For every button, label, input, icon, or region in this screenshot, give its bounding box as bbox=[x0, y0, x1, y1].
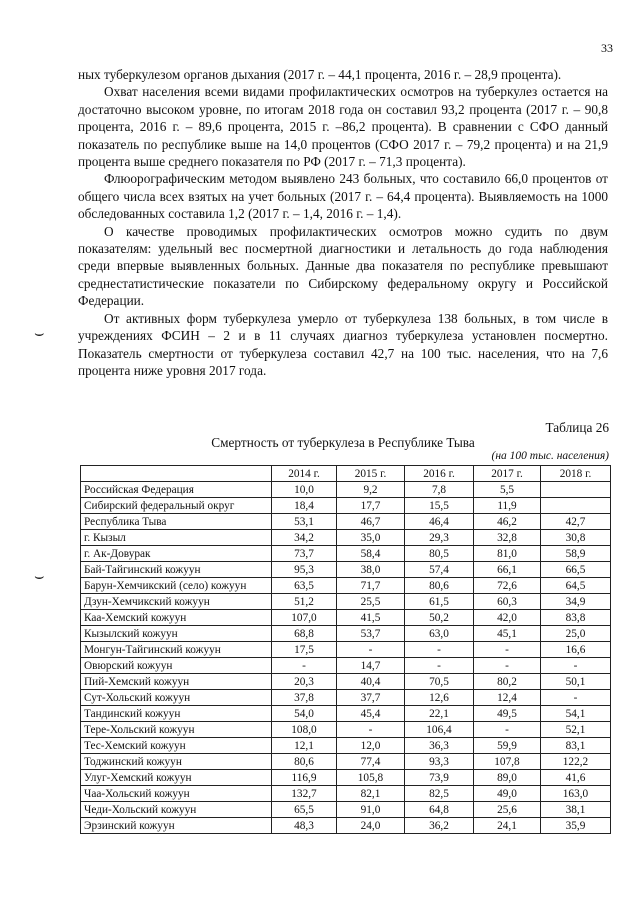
table-row bbox=[81, 690, 611, 706]
table-row bbox=[81, 802, 611, 818]
value-cell: - bbox=[405, 642, 474, 658]
table-row bbox=[81, 706, 611, 722]
value-cell: 83,8 bbox=[541, 610, 611, 626]
table-row bbox=[81, 514, 611, 530]
header-cell: 2014 г. bbox=[272, 466, 337, 482]
value-cell: 64,8 bbox=[405, 802, 474, 818]
value-cell: 89,0 bbox=[474, 770, 541, 786]
value-cell: 80,6 bbox=[272, 754, 337, 770]
table-row bbox=[81, 658, 611, 674]
value-cell: 71,7 bbox=[337, 578, 405, 594]
value-cell: 12,0 bbox=[337, 738, 405, 754]
value-cell: 83,1 bbox=[541, 738, 611, 754]
region-name-cell: Республика Тыва bbox=[81, 514, 272, 530]
value-cell: 61,5 bbox=[405, 594, 474, 610]
value-cell: 116,9 bbox=[272, 770, 337, 786]
region-name-cell: Российская Федерация bbox=[81, 482, 272, 498]
region-name-cell: Бай-Тайгинский кожуун bbox=[81, 562, 272, 578]
value-cell: 15,5 bbox=[405, 498, 474, 514]
value-cell: 66,5 bbox=[541, 562, 611, 578]
value-cell: 51,2 bbox=[272, 594, 337, 610]
value-cell: 46,2 bbox=[474, 514, 541, 530]
value-cell: 25,0 bbox=[541, 626, 611, 642]
table-row bbox=[81, 738, 611, 754]
table-row bbox=[81, 610, 611, 626]
value-cell: 80,6 bbox=[405, 578, 474, 594]
value-cell: 34,2 bbox=[272, 530, 337, 546]
margin-mark: ⌣ bbox=[34, 568, 45, 585]
region-name-cell: Каа-Хемский кожуун bbox=[81, 610, 272, 626]
table-row bbox=[81, 546, 611, 562]
paragraph: ных туберкулезом органов дыхания (2017 г. – 44,1 процента, 2016 г. – 28,9 процента). bbox=[78, 67, 562, 82]
region-name-cell: г. Ак-Довурак bbox=[81, 546, 272, 562]
value-cell: 50,1 bbox=[541, 674, 611, 690]
value-cell: 53,7 bbox=[337, 626, 405, 642]
region-name-cell: Чеди-Хольский кожуун bbox=[81, 802, 272, 818]
value-cell: 12,6 bbox=[405, 690, 474, 706]
value-cell: - bbox=[272, 658, 337, 674]
value-cell: - bbox=[474, 642, 541, 658]
table-row bbox=[81, 498, 611, 514]
value-cell: - bbox=[405, 658, 474, 674]
value-cell: 12,1 bbox=[272, 738, 337, 754]
value-cell: 53,1 bbox=[272, 514, 337, 530]
paragraph: От активных форм туберкулеза умерло от туберкулеза 138 больных, в том числе в учреждениях ФСИН – 2 и в 11 случаях диагноз туберкулеза установлен посмертно. Показатель смертности от туберкулеза составил 42,7 на 100 тыс. населения, что на 7,6 процента ниже уровня 2017 года. bbox=[78, 310, 608, 378]
value-cell: 77,4 bbox=[337, 754, 405, 770]
paragraph: О качестве проводимых профилактических осмотров можно судить по двум показателям: удельный вес посмертной диагностики и летальность до года наблюдения среди впервые выявленных больных. Данные два показателя по республике превышают среднестатистические показатели по Сибирскому федеральному округу и Российской Федерации. bbox=[78, 223, 608, 309]
value-cell: 70,5 bbox=[405, 674, 474, 690]
table-label: Таблица 26 bbox=[545, 420, 609, 435]
header-cell: 2015 г. bbox=[337, 466, 405, 482]
value-cell: 46,4 bbox=[405, 514, 474, 530]
region-name-cell: Тандинский кожуун bbox=[81, 706, 272, 722]
value-cell: 80,2 bbox=[474, 674, 541, 690]
value-cell: 14,7 bbox=[337, 658, 405, 674]
value-cell: 41,5 bbox=[337, 610, 405, 626]
paragraph: Флюорографическим методом выявлено 243 больных, что составило 66,0 процентов от общего числа всех взятых на учет больных (2017 г. – 64,4 процента). Выявляемость на 1000 обследованных составила 1,2 (2017 г. – 1,4, 2016 г. – 1,4). bbox=[78, 171, 608, 222]
value-cell: 64,5 bbox=[541, 578, 611, 594]
table-row bbox=[81, 530, 611, 546]
value-cell: 35,9 bbox=[541, 818, 611, 834]
value-cell: 91,0 bbox=[337, 802, 405, 818]
value-cell: 73,7 bbox=[272, 546, 337, 562]
paragraph: Охват населения всеми видами профилактических осмотров на туберкулез остается на достаточно высоком уровне, по итогам 2018 года он составил 93,2 процента (2017 г. – 90,8 процента, 2016 г. – 89,6 процента, 2015 г. –86,2 процента). В сравнении с СФО данный показатель по республике выше на 14,0 процентов (СФО 2017 г. – 79,2 процента) и на 21,9 процента выше среднего показателя по РФ (2017 г. – 71,3 процента). bbox=[78, 84, 608, 170]
value-cell: 16,6 bbox=[541, 642, 611, 658]
value-cell: 132,7 bbox=[272, 786, 337, 802]
value-cell: - bbox=[337, 642, 405, 658]
value-cell: 10,0 bbox=[272, 482, 337, 498]
region-name-cell: Барун-Хемчикский (село) кожуун bbox=[81, 578, 272, 594]
value-cell: 25,5 bbox=[337, 594, 405, 610]
table-header-row bbox=[81, 466, 611, 482]
mortality-table bbox=[80, 465, 611, 834]
value-cell: 40,4 bbox=[337, 674, 405, 690]
table-unit: (на 100 тыс. населения) bbox=[491, 450, 609, 462]
region-name-cell: Улуг-Хемский кожуун bbox=[81, 770, 272, 786]
region-name-cell: Монгун-Тайгинский кожуун bbox=[81, 642, 272, 658]
table-row bbox=[81, 786, 611, 802]
table-row bbox=[81, 626, 611, 642]
value-cell: 37,8 bbox=[272, 690, 337, 706]
value-cell: 34,9 bbox=[541, 594, 611, 610]
table-row bbox=[81, 818, 611, 834]
value-cell: 60,3 bbox=[474, 594, 541, 610]
margin-mark: ⌣ bbox=[34, 325, 45, 342]
value-cell: 68,8 bbox=[272, 626, 337, 642]
value-cell: 58,4 bbox=[337, 546, 405, 562]
table-row bbox=[81, 578, 611, 594]
value-cell: 58,9 bbox=[541, 546, 611, 562]
value-cell: - bbox=[474, 658, 541, 674]
table-row bbox=[81, 482, 611, 498]
value-cell: 82,5 bbox=[405, 786, 474, 802]
value-cell: 63,0 bbox=[405, 626, 474, 642]
value-cell: 66,1 bbox=[474, 562, 541, 578]
value-cell: 48,3 bbox=[272, 818, 337, 834]
table-row bbox=[81, 770, 611, 786]
value-cell: 95,3 bbox=[272, 562, 337, 578]
value-cell: 5,5 bbox=[474, 482, 541, 498]
value-cell: - bbox=[337, 722, 405, 738]
value-cell: 7,8 bbox=[405, 482, 474, 498]
value-cell: 24,1 bbox=[474, 818, 541, 834]
header-cell: 2016 г. bbox=[405, 466, 474, 482]
table-row bbox=[81, 722, 611, 738]
value-cell: 46,7 bbox=[337, 514, 405, 530]
body-text bbox=[78, 66, 608, 379]
value-cell: 29,3 bbox=[405, 530, 474, 546]
value-cell: 59,9 bbox=[474, 738, 541, 754]
value-cell: 50,2 bbox=[405, 610, 474, 626]
region-name-cell: Сут-Хольский кожуун bbox=[81, 690, 272, 706]
region-name-cell: Тоджинский кожуун bbox=[81, 754, 272, 770]
region-name-cell: Овюрский кожуун bbox=[81, 658, 272, 674]
value-cell: 122,2 bbox=[541, 754, 611, 770]
value-cell: 22,1 bbox=[405, 706, 474, 722]
value-cell: 17,7 bbox=[337, 498, 405, 514]
region-name-cell: г. Кызыл bbox=[81, 530, 272, 546]
region-name-cell: Дзун-Хемчикский кожуун bbox=[81, 594, 272, 610]
value-cell: 38,1 bbox=[541, 802, 611, 818]
value-cell: 41,6 bbox=[541, 770, 611, 786]
value-cell: 49,0 bbox=[474, 786, 541, 802]
value-cell: 49,5 bbox=[474, 706, 541, 722]
value-cell: - bbox=[474, 722, 541, 738]
value-cell bbox=[541, 482, 611, 498]
table-row bbox=[81, 674, 611, 690]
value-cell: 106,4 bbox=[405, 722, 474, 738]
table-row bbox=[81, 642, 611, 658]
region-name-cell: Сибирский федеральный округ bbox=[81, 498, 272, 514]
value-cell: 20,3 bbox=[272, 674, 337, 690]
value-cell: 80,5 bbox=[405, 546, 474, 562]
header-cell: 2017 г. bbox=[474, 466, 541, 482]
page-number: 33 bbox=[601, 41, 613, 55]
value-cell: 105,8 bbox=[337, 770, 405, 786]
value-cell: 72,6 bbox=[474, 578, 541, 594]
region-name-cell: Тере-Хольский кожуун bbox=[81, 722, 272, 738]
value-cell: 54,1 bbox=[541, 706, 611, 722]
region-name-cell: Кызылский кожуун bbox=[81, 626, 272, 642]
value-cell: 42,0 bbox=[474, 610, 541, 626]
value-cell: - bbox=[541, 658, 611, 674]
value-cell: 11,9 bbox=[474, 498, 541, 514]
value-cell: 35,0 bbox=[337, 530, 405, 546]
value-cell: 36,2 bbox=[405, 818, 474, 834]
value-cell: 24,0 bbox=[337, 818, 405, 834]
region-name-cell: Тес-Хемский кожуун bbox=[81, 738, 272, 754]
header-cell: 2018 г. bbox=[541, 466, 611, 482]
value-cell: - bbox=[541, 690, 611, 706]
value-cell: 45,4 bbox=[337, 706, 405, 722]
value-cell: 163,0 bbox=[541, 786, 611, 802]
table-row bbox=[81, 754, 611, 770]
value-cell: 73,9 bbox=[405, 770, 474, 786]
region-name-cell: Чаа-Хольский кожуун bbox=[81, 786, 272, 802]
value-cell: 45,1 bbox=[474, 626, 541, 642]
table-row bbox=[81, 594, 611, 610]
value-cell: 9,2 bbox=[337, 482, 405, 498]
value-cell: 107,0 bbox=[272, 610, 337, 626]
value-cell: 63,5 bbox=[272, 578, 337, 594]
value-cell: 82,1 bbox=[337, 786, 405, 802]
header-cell bbox=[81, 466, 272, 482]
value-cell: 25,6 bbox=[474, 802, 541, 818]
value-cell: 107,8 bbox=[474, 754, 541, 770]
value-cell: 54,0 bbox=[272, 706, 337, 722]
table-title: Смертность от туберкулеза в Республике Тыва bbox=[211, 435, 475, 450]
value-cell: 17,5 bbox=[272, 642, 337, 658]
region-name-cell: Пий-Хемский кожуун bbox=[81, 674, 272, 690]
value-cell: 37,7 bbox=[337, 690, 405, 706]
value-cell: 42,7 bbox=[541, 514, 611, 530]
value-cell: 38,0 bbox=[337, 562, 405, 578]
value-cell: 57,4 bbox=[405, 562, 474, 578]
region-name-cell: Эрзинский кожуун bbox=[81, 818, 272, 834]
value-cell: 32,8 bbox=[474, 530, 541, 546]
value-cell: 18,4 bbox=[272, 498, 337, 514]
value-cell: 52,1 bbox=[541, 722, 611, 738]
value-cell: 36,3 bbox=[405, 738, 474, 754]
value-cell: 81,0 bbox=[474, 546, 541, 562]
value-cell: 30,8 bbox=[541, 530, 611, 546]
table-row bbox=[81, 562, 611, 578]
value-cell: 93,3 bbox=[405, 754, 474, 770]
value-cell: 108,0 bbox=[272, 722, 337, 738]
value-cell bbox=[541, 498, 611, 514]
value-cell: 12,4 bbox=[474, 690, 541, 706]
value-cell: 65,5 bbox=[272, 802, 337, 818]
